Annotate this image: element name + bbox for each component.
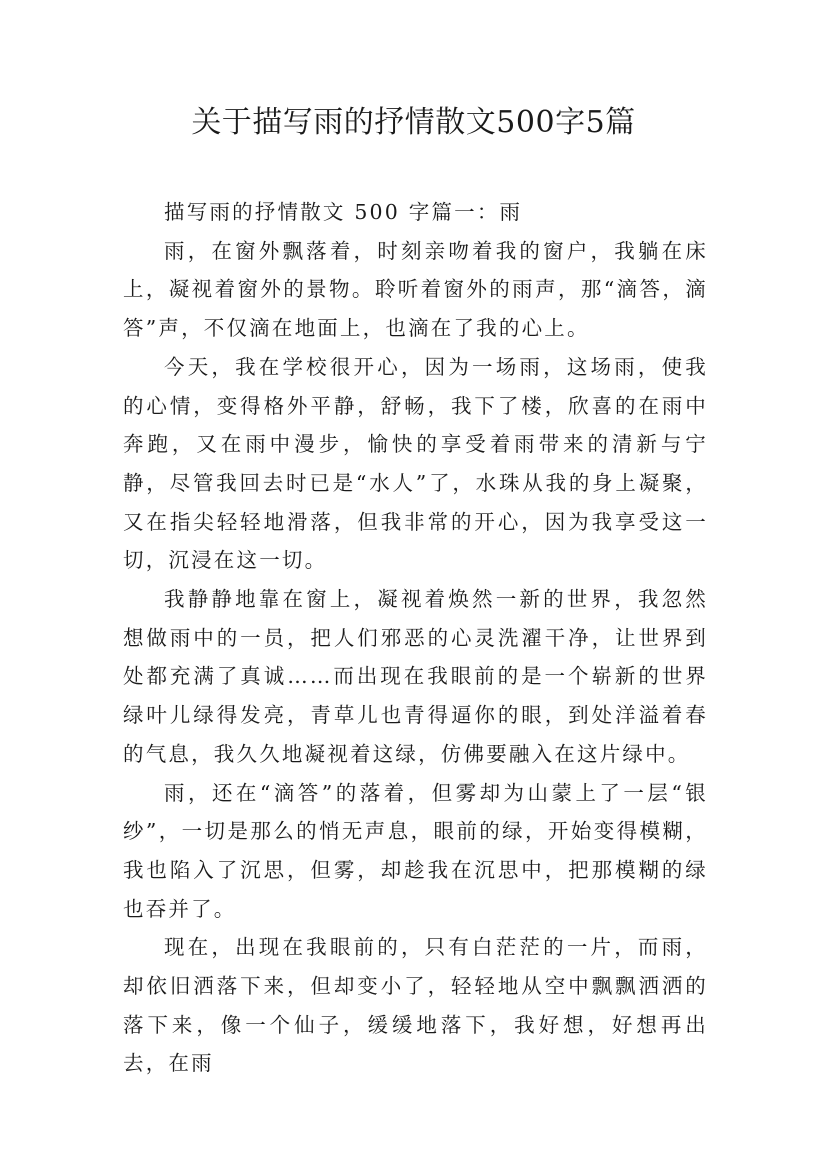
section-heading: 描写雨的抒情散文 500 字篇一：雨 <box>164 200 523 224</box>
document-title: 关于描写雨的抒情散文500字5篇 <box>191 105 636 140</box>
paragraph: 今天，我在学校很开心，因为一场雨，这场雨，使我的心情，变得格外平静，舒畅，我下了楼，欣喜的在雨中奔跑，又在雨中漫步，愉快的享受着雨带来的清新与宁静，尽管我回去时已是“水人”了，水珠从我的身上凝聚，又在指尖轻轻地滑落，但我非常的开心，因为我享受这一切，沉浸在这一切。 <box>123 354 708 573</box>
paragraph: 雨，还在“滴答”的落着，但雾却为山蒙上了一层“银纱”，一切是那么的悄无声息，眼前的绿，开始变得模糊，我也陷入了沉思，但雾，却趁我在沉思中，把那模糊的绿也吞并了。 <box>123 780 708 921</box>
paragraph: 现在，出现在我眼前的，只有白茫茫的一片，而雨，却依旧洒落下来，但却变小了，轻轻地从空中飘飘洒洒的落下来，像一个仙子，缓缓地落下，我好想，好想再出去，在雨 <box>123 935 708 1076</box>
paragraph: 我静静地靠在窗上，凝视着焕然一新的世界，我忽然想做雨中的一员，把人们邪恶的心灵洗濯干净，让世界到处都充满了真诚……而出现在我眼前的是一个崭新的世界绿叶儿绿得发亮，青草儿也青得逼你的眼，到处洋溢着春的气息，我久久地凝视着这绿，仿佛要融入在这片绿中。 <box>123 587 708 766</box>
paragraph: 雨，在窗外飘落着，时刻亲吻着我的窗户，我躺在床上，凝视着窗外的景物。聆听着窗外的雨声，那“滴答，滴答”声，不仅滴在地面上，也滴在了我的心上。 <box>123 238 708 341</box>
document-body <box>123 193 708 1083</box>
